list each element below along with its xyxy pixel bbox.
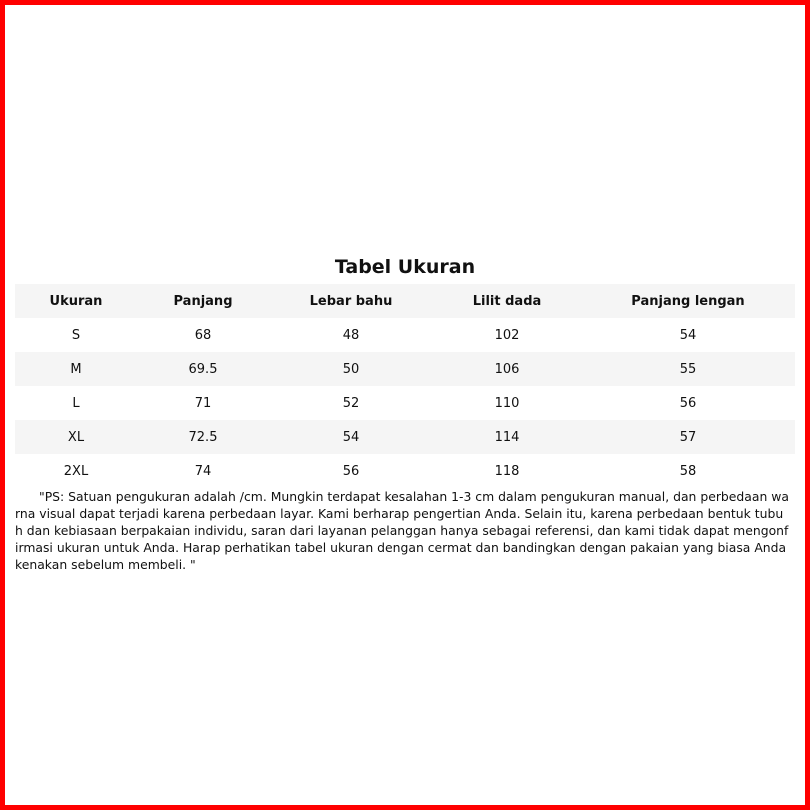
cell-panjang: 68: [194, 327, 212, 343]
cell-size: S: [71, 327, 81, 343]
cell-size: M: [15, 352, 137, 386]
chart-title: Tabel Ukuran: [334, 256, 476, 278]
cell-lilit-dada: 114: [433, 420, 581, 454]
cell-lilit-dada: 102: [494, 327, 520, 343]
header-panjang: Panjang: [137, 284, 269, 318]
header-ukuran: Ukuran: [15, 284, 137, 318]
table-row: [15, 318, 795, 352]
cell-panjang-lengan: 54: [679, 327, 697, 343]
header-lilit-dada: Lilit dada: [433, 284, 581, 318]
cell-lebar-bahu: 56: [342, 463, 360, 479]
cell-lebar-bahu: 50: [269, 352, 433, 386]
table-row: [15, 454, 795, 488]
cell-lebar-bahu: 48: [342, 327, 360, 343]
header-lebar-bahu: Lebar bahu: [269, 284, 433, 318]
cell-panjang: 72.5: [137, 420, 269, 454]
table-row: [15, 420, 795, 454]
cell-lilit-dada: 106: [433, 352, 581, 386]
cell-size: L: [72, 395, 80, 411]
measurement-note: "PS: Satuan pengukuran adalah /cm. Mungkin terdapat kesalahan 1-3 cm dalam pengukuran manual, dan perbedaan warna visual dapat terjadi karena perbedaan layar. Kami berharap pengertian Anda. Selain itu, karena perbedaan bentuk tubuh dan kebiasaan berpakaian individu, saran dari layanan pelanggan hanya sebagai referensi, dan kami tidak dapat mengonfirmasi ukuran untuk Anda. Harap perhatikan tabel ukuran dengan cermat dan bandingkan dengan pakaian yang biasa Anda kenakan sebelum membeli. ": [15, 489, 789, 572]
cell-size: 2XL: [63, 463, 89, 479]
cell-lebar-bahu: 54: [269, 420, 433, 454]
cell-panjang-lengan: 55: [581, 352, 795, 386]
cell-size: XL: [15, 420, 137, 454]
header-panjang-lengan: Panjang lengan: [581, 284, 795, 318]
cell-panjang-lengan: 56: [679, 395, 697, 411]
cell-lilit-dada: 110: [494, 395, 520, 411]
cell-panjang: 74: [194, 463, 212, 479]
cell-panjang-lengan: 58: [679, 463, 697, 479]
cell-lilit-dada: 118: [494, 463, 520, 479]
cell-panjang: 69.5: [137, 352, 269, 386]
table-row: [15, 386, 795, 420]
size-table: [15, 284, 795, 488]
size-chart: [15, 252, 795, 573]
table-row: [15, 352, 795, 386]
cell-panjang: 71: [194, 395, 212, 411]
cell-lebar-bahu: 52: [342, 395, 360, 411]
cell-panjang-lengan: 57: [581, 420, 795, 454]
table-header-row: [15, 284, 795, 318]
